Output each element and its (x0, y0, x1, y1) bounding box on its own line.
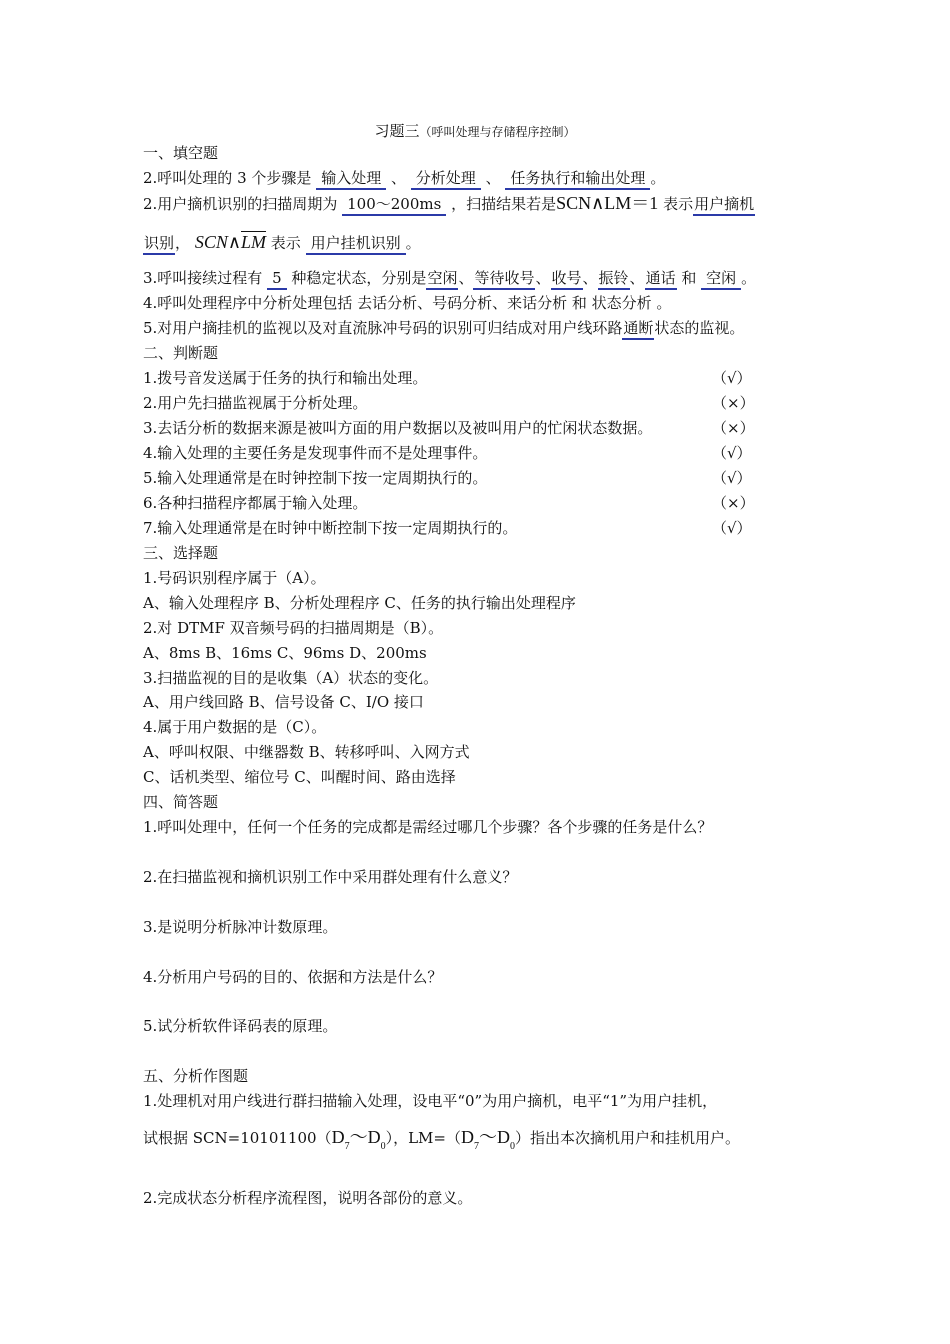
period: 。 (741, 269, 757, 287)
mc-line: A、呼叫权限、中继器数 B、转移呼叫、入网方式 (143, 743, 470, 761)
section-heading-short-answer: 四、简答题 (143, 793, 219, 811)
page-title (0, 121, 950, 142)
question-text: 表示 (270, 234, 301, 252)
question-text: 2.用户摘机识别的扫描周期为 (143, 195, 338, 213)
fill-question-2-line1 (143, 193, 755, 216)
question-text: 2.呼叫处理的 3 个步骤是 (143, 169, 312, 187)
answer-blank: 等待收号 (473, 268, 535, 290)
analysis-question-1-line1: 1.处理机对用户线进行群扫描输入处理，设电平“0”为用户摘机，电平“1”为用户挂机， (143, 1092, 718, 1110)
tf-answer: （×） (712, 419, 755, 437)
question-text: 3.呼叫接续过程有 (143, 269, 263, 287)
tf-question: 7.输入处理通常是在时钟中断控制下按一定周期执行的。 (143, 519, 518, 537)
answer-blank: 分析处理 (411, 168, 481, 190)
answer-blank: 输入处理 (316, 168, 386, 190)
question-text: ）指出本次摘机用户和挂机用户。 (514, 1129, 740, 1147)
tf-answer: （√） (712, 444, 752, 462)
fill-question-4: 4.呼叫处理程序中分析处理包括 去话分析、号码分析、来话分析 和 状态分析 。 (143, 294, 672, 312)
tf-question: 3.去话分析的数据来源是被叫方面的用户数据以及被叫用户的忙闲状态数据。 (143, 419, 653, 437)
answer-blank: 收号 (551, 268, 583, 290)
fill-question-2-line2 (143, 232, 421, 255)
tf-question: 2.用户先扫描监视属于分析处理。 (143, 394, 368, 412)
subscript-expression: $D_7\sim D_0$ (460, 1127, 515, 1152)
mc-line: 2.对 DTMF 双音频号码的扫描周期是（B）。 (143, 619, 444, 637)
answer-blank: 任务执行和输出处理 (505, 168, 650, 190)
question-text: ，扫描结果若是 (451, 195, 557, 213)
analysis-question-1-line2 (143, 1127, 740, 1157)
separator: 、 (390, 169, 406, 187)
mc-line: A、用户线回路 B、信号设备 C、I/O 接口 (143, 693, 424, 711)
separator: 、 (458, 269, 474, 287)
short-answer-question: 2.在扫描监视和摘机识别工作中采用群处理有什么意义？ (143, 868, 518, 886)
mc-line: C、话机类型、缩位号 C、叫醒时间、路由选择 (143, 768, 456, 786)
conjunction: 和 (681, 269, 697, 287)
tf-answer: （×） (712, 494, 755, 512)
answer-blank: 识别 (143, 233, 175, 255)
question-text: 表示 (663, 195, 694, 213)
analysis-question-2: 2.完成状态分析程序流程图，说明各部份的意义。 (143, 1189, 473, 1207)
answer-blank: 通话 (645, 268, 677, 290)
section-heading-true-false: 二、判断题 (143, 344, 219, 362)
mc-line: 3.扫描监视的目的是收集（A）状态的变化。 (143, 669, 439, 687)
separator: 、 (535, 269, 551, 287)
answer-blank: 100～200ms (342, 194, 446, 216)
answer-blank: 空闲 (701, 268, 741, 290)
fill-question-1 (143, 168, 665, 190)
question-text: 5.对用户摘挂机的监视以及对直流脉冲号码的识别可归结成对用户线环路 (143, 319, 623, 337)
separator: 、 (629, 269, 645, 287)
question-text: 种稳定状态，分别是 (291, 269, 427, 287)
tf-answer: （√） (712, 519, 752, 537)
tf-question: 6.各种扫描程序都属于输入处理。 (143, 494, 368, 512)
formula-onhook: $SCN\wedge\overline{LM}$ (194, 232, 267, 252)
section-heading-analysis: 五、分析作图题 (143, 1067, 249, 1085)
short-answer-question: 1.呼叫处理中，任何一个任务的完成都是需经过哪几个步骤？各个步骤的任务是什么？ (143, 818, 713, 836)
answer-blank: 用户挂机识别 (306, 233, 406, 255)
tf-question: 5.输入处理通常是在时钟控制下按一定周期执行的。 (143, 469, 488, 487)
comma: ， (175, 234, 191, 252)
tf-question: 4.输入处理的主要任务是发现事件而不是处理事件。 (143, 444, 488, 462)
separator: 、 (582, 269, 598, 287)
mc-line: 4.属于用户数据的是（C）。 (143, 718, 327, 736)
question-text: ），LM=（ (385, 1129, 461, 1147)
answer-blank: 空闲 (426, 268, 458, 290)
answer-blank: 5 (267, 268, 287, 290)
short-answer-question: 3.是说明分析脉冲计数原理。 (143, 918, 338, 936)
short-answer-question: 5.试分析软件译码表的原理。 (143, 1017, 338, 1035)
formula-offhook: SCN∧LM＝1 (556, 193, 659, 213)
section-heading-multiple-choice: 三、选择题 (143, 544, 219, 562)
question-text: 试根据 SCN=10101100（ (143, 1129, 332, 1147)
fill-question-5 (143, 318, 744, 340)
section-heading-fill-in: 一、填空题 (143, 144, 219, 162)
mc-line: A、输入处理程序 B、分析处理程序 C、任务的执行输出处理程序 (143, 594, 576, 612)
title-subtitle: （呼叫处理与存储程序控制） (419, 125, 576, 139)
tf-question: 1.拨号音发送属于任务的执行和输出处理。 (143, 369, 428, 387)
tf-answer: （√） (712, 369, 752, 387)
period: 。 (650, 169, 666, 187)
subscript-expression: $D_7\sim D_0$ (331, 1127, 386, 1152)
answer-blank: 用户摘机 (693, 194, 755, 216)
tf-answer: （×） (712, 394, 755, 412)
mc-line: 1.号码识别程序属于（A）。 (143, 569, 326, 587)
separator: 、 (485, 169, 501, 187)
tf-answer: （√） (712, 469, 752, 487)
title-main: 习题三 (374, 122, 420, 140)
question-text: 状态的监视。 (654, 319, 745, 337)
short-answer-question: 4.分析用户号码的目的、依据和方法是什么？ (143, 968, 443, 986)
answer-blank: 通断 (622, 318, 654, 340)
mc-line: A、8ms B、16ms C、96ms D、200ms (143, 644, 427, 662)
period: 。 (405, 234, 421, 252)
fill-question-3 (143, 268, 756, 290)
answer-blank: 振铃 (598, 268, 630, 290)
